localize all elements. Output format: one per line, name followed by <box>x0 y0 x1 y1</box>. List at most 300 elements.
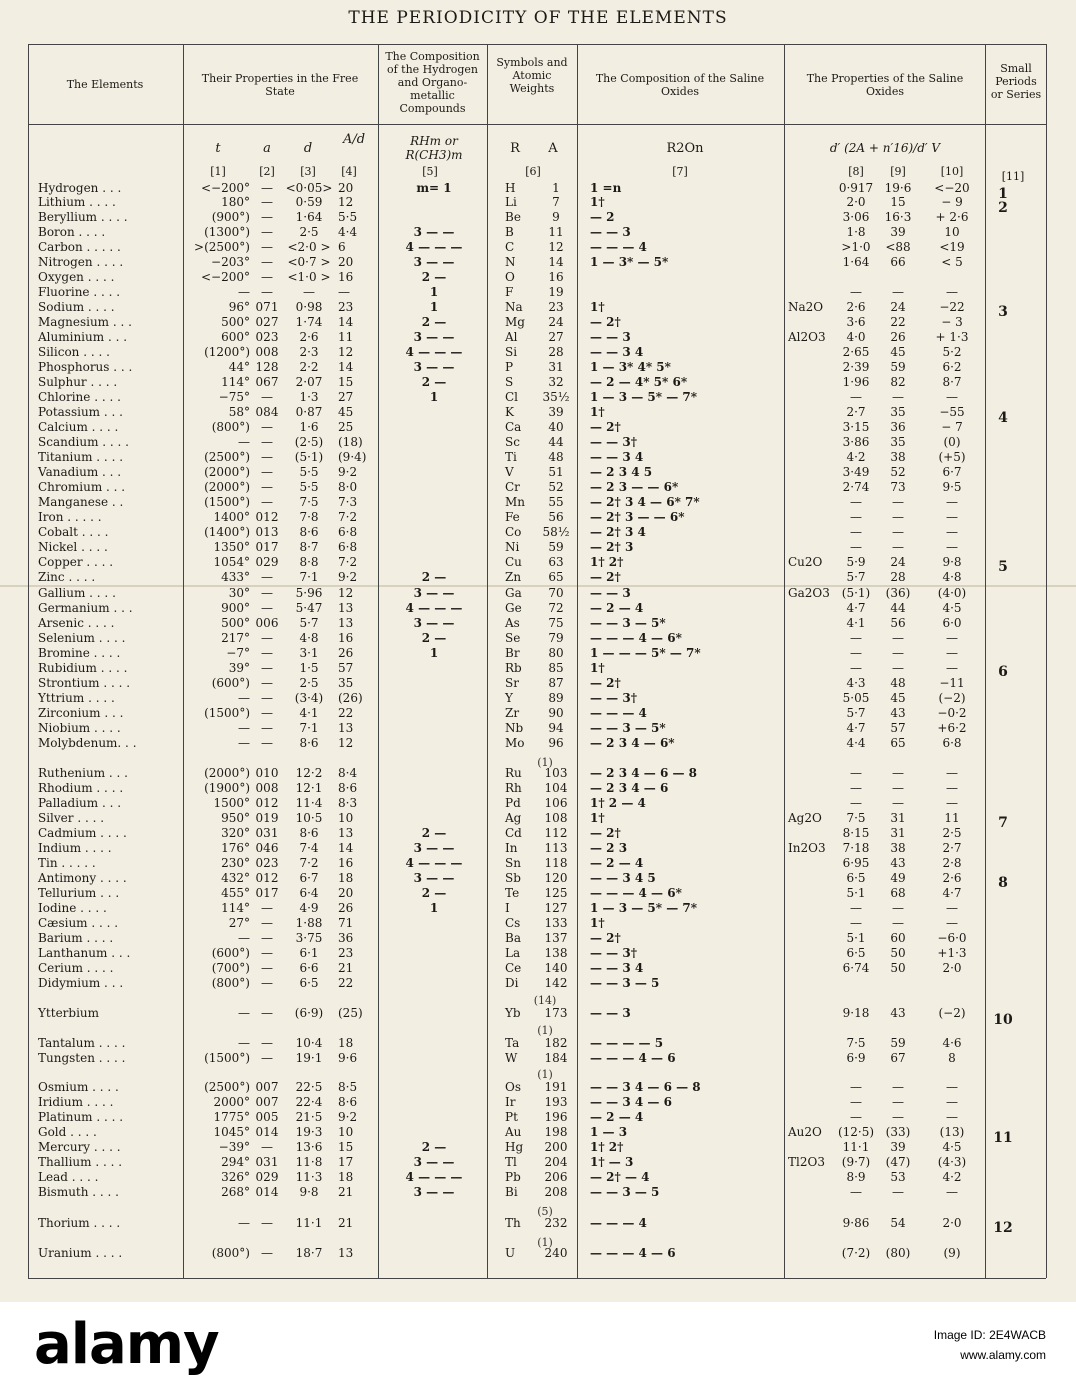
oxide-density: 5·9 <box>846 555 866 569</box>
melting-point: 1400° <box>213 510 250 524</box>
oxide-composition: — 2† — 4 <box>590 1170 650 1184</box>
density: 13·6 <box>295 1140 323 1154</box>
expansion-coeff: — <box>261 285 273 299</box>
element-name: Tellurium . . . <box>38 886 120 900</box>
atomic-weight: 196 <box>544 1110 568 1124</box>
density: 1·64 <box>295 210 323 224</box>
atomic-weight: 137 <box>544 931 568 945</box>
melting-point: 268° <box>221 1185 250 1199</box>
oxide-density: (9·7) <box>841 1155 871 1169</box>
melting-point: (2000°) <box>204 480 250 494</box>
oxide-density: 11·1 <box>842 1140 870 1154</box>
density: 5·7 <box>299 616 319 630</box>
expansion-coeff: — <box>261 255 273 269</box>
element-name: Bromine . . . . <box>38 646 121 660</box>
oxide-composition: — 2† 3 <box>590 540 634 554</box>
element-name: Thorium . . . . <box>38 1216 121 1230</box>
melting-point: (800°) <box>211 976 250 990</box>
atomic-volume: 23 <box>338 300 354 314</box>
oxide-composition: 1† <box>590 405 605 419</box>
table-row <box>0 601 1076 616</box>
expansion-coeff: — <box>261 181 273 195</box>
atomic-volume: 8·6 <box>338 1095 358 1109</box>
expansion-coeff: 017 <box>255 886 279 900</box>
oxide-difference: 9·5 <box>942 480 962 494</box>
oxide-volume: 31 <box>890 826 906 840</box>
atomic-weight: 27 <box>548 330 564 344</box>
expansion-coeff: 029 <box>255 1170 279 1184</box>
atomic-volume: 13 <box>338 601 354 615</box>
oxide-density: — <box>850 495 862 509</box>
col-ref: [9] <box>890 165 906 178</box>
oxide-composition: 1 — 3* — 5* <box>590 255 669 269</box>
symbol: Sn <box>505 856 521 870</box>
melting-point: −75° <box>218 390 250 404</box>
oxide-volume: 67 <box>890 1051 906 1065</box>
density: 5·47 <box>295 601 323 615</box>
atomic-weight: 198 <box>544 1125 568 1139</box>
oxide-volume: 54 <box>890 1216 906 1230</box>
atomic-weight: 140 <box>544 961 568 975</box>
melting-point: (2000°) <box>204 766 250 780</box>
oxide-volume: 28 <box>890 570 906 584</box>
density: 3·1 <box>299 646 319 660</box>
atomic-weight: 80 <box>548 646 564 660</box>
oxide-density: — <box>850 661 862 675</box>
atomic-volume: (18) <box>338 435 363 449</box>
expansion-coeff: 008 <box>255 781 279 795</box>
symbol: V <box>505 465 514 479</box>
page-title: THE PERIODICITY OF THE ELEMENTS <box>348 8 728 28</box>
element-name: Scandium . . . . <box>38 435 129 449</box>
atomic-weight: 32 <box>548 375 564 389</box>
expansion-coeff: 008 <box>255 345 279 359</box>
subheader-r2on: R2On <box>666 141 704 156</box>
symbol: Yb <box>505 1006 521 1020</box>
element-name: Titanium . . . . <box>38 450 124 464</box>
subheader-a-over-d: A/d <box>342 132 366 147</box>
oxide-volume: 73 <box>890 480 906 494</box>
table-row <box>0 525 1076 540</box>
atomic-volume: 8·3 <box>338 796 358 810</box>
oxide-difference: −11 <box>939 676 965 690</box>
table-row <box>0 345 1076 360</box>
oxide-composition: — — 3 4 <box>590 345 644 359</box>
atomic-volume: 10 <box>338 1125 354 1139</box>
atomic-volume: 12 <box>338 736 354 750</box>
density: 12·2 <box>295 766 323 780</box>
element-name: Silicon . . . . <box>38 345 110 359</box>
hydrogen-compound: 3 — — <box>413 330 455 344</box>
expansion-coeff: — <box>261 1036 273 1050</box>
hydrogen-compound: 3 — — <box>413 1185 455 1199</box>
oxide-density: 6·9 <box>846 1051 866 1065</box>
oxide-difference: −0·2 <box>937 706 967 720</box>
oxide-composition: — — — — 5 <box>590 1036 664 1050</box>
oxide-volume: — <box>892 661 904 675</box>
density: 1·74 <box>295 315 323 329</box>
oxide-composition: — — 3 <box>590 586 631 600</box>
element-name: Gold . . . . <box>38 1125 97 1139</box>
atomic-volume: 18 <box>338 1170 354 1184</box>
element-name: Lithium . . . . <box>38 195 116 209</box>
symbol: Tl <box>505 1155 517 1169</box>
atomic-weight: 200 <box>544 1140 568 1154</box>
oxide-density: — <box>850 540 862 554</box>
oxide-volume: 38 <box>890 841 906 855</box>
oxide-density: 3·86 <box>842 435 870 449</box>
atomic-weight: 56 <box>548 510 564 524</box>
table-row <box>0 390 1076 405</box>
hydrogen-compound: 2 — <box>421 826 447 840</box>
atomic-weight: 28 <box>548 345 564 359</box>
oxide-density: — <box>850 1110 862 1124</box>
oxide-difference: — <box>946 510 958 524</box>
subheader-formula: d′ (2A + n′16)/d′ V <box>829 141 941 155</box>
atomic-volume: 13 <box>338 1246 354 1260</box>
melting-point: 1350° <box>213 540 250 554</box>
oxide-volume: — <box>892 390 904 404</box>
expansion-coeff: 046 <box>255 841 279 855</box>
element-name: Didymium . . . <box>38 976 124 990</box>
oxide-composition: 1 — 3 <box>590 1125 628 1139</box>
oxide-difference: — <box>946 1080 958 1094</box>
header-properties-free: Their Properties in the Free State <box>201 72 359 98</box>
oxide-density: — <box>850 1080 862 1094</box>
table-row <box>0 826 1076 841</box>
density: 8·6 <box>299 736 319 750</box>
oxide-composition: — 2† <box>590 315 621 329</box>
oxide-density: 3·06 <box>842 210 870 224</box>
expansion-coeff: 012 <box>255 871 279 885</box>
atomic-weight: 240 <box>544 1246 568 1260</box>
oxide-density: >1·0 <box>841 240 871 254</box>
density: 4·8 <box>299 631 319 645</box>
atomic-volume: 17 <box>338 1155 354 1169</box>
oxide-composition: 1† 2† <box>590 1140 624 1154</box>
oxide-difference: 10 <box>944 225 960 239</box>
melting-point: 44° <box>228 360 250 374</box>
table-row <box>0 181 1076 196</box>
oxide-composition: — — — 4 — 6 <box>590 1051 676 1065</box>
element-name: Yttrium . . . . <box>38 691 115 705</box>
melting-point: 176° <box>221 841 250 855</box>
oxide-composition: — 2† <box>590 931 621 945</box>
atomic-volume: 9·2 <box>338 570 358 584</box>
density: 5·96 <box>295 586 323 600</box>
oxide-composition: — — 3 <box>590 225 631 239</box>
subheader-a: a <box>263 141 271 156</box>
expansion-coeff: — <box>261 601 273 615</box>
oxide-volume: 49 <box>890 871 906 885</box>
table-row <box>0 270 1076 285</box>
oxide-volume: 36 <box>890 420 906 434</box>
table-row <box>0 721 1076 736</box>
element-name: Platinum . . . . <box>38 1110 124 1124</box>
oxide-composition: — 2 <box>590 210 615 224</box>
element-name: Germanium . . . <box>38 601 133 615</box>
col-ref: [6] <box>525 165 541 178</box>
expansion-coeff: — <box>261 1140 273 1154</box>
element-name: Molybdenum. . . <box>38 736 137 750</box>
density: 11·4 <box>295 796 323 810</box>
expansion-coeff: — <box>261 676 273 690</box>
atomic-weight: 133 <box>544 916 568 930</box>
oxide-difference: — <box>946 540 958 554</box>
symbol: Pt <box>505 1110 518 1124</box>
expansion-coeff: 012 <box>255 796 279 810</box>
oxide-volume: 35 <box>890 405 906 419</box>
atomic-weight: 31 <box>548 360 564 374</box>
interval-note: (1) <box>537 1236 553 1249</box>
element-name: Tantalum . . . . <box>38 1036 126 1050</box>
oxide-density: 4·1 <box>846 616 866 630</box>
element-name: Tin . . . . . <box>38 856 96 870</box>
oxide-difference: 9·8 <box>942 555 962 569</box>
atomic-volume: 7·2 <box>338 510 358 524</box>
symbol: Sc <box>505 435 520 449</box>
melting-point: (1200°) <box>204 345 250 359</box>
atomic-weight: 55 <box>548 495 564 509</box>
oxide-composition: — — 3 4 — 6 <box>590 1095 672 1109</box>
symbol: Y <box>505 691 513 705</box>
oxide-density: 8·15 <box>842 826 870 840</box>
oxide-composition: — 2† 3 4 <box>590 525 646 539</box>
oxide-composition: 1 — 3* 4* 5* <box>590 360 671 374</box>
oxide-density: 4·3 <box>846 676 866 690</box>
oxide-volume: 57 <box>890 721 906 735</box>
expansion-coeff: — <box>261 961 273 975</box>
table-row <box>0 435 1076 450</box>
oxide-composition: — — 3 4 — 6 — 8 <box>590 1080 701 1094</box>
oxide-density: — <box>850 796 862 810</box>
oxide-density: 4·7 <box>846 601 866 615</box>
atomic-weight: 232 <box>544 1216 568 1230</box>
col-ref: [11] <box>1001 170 1025 183</box>
interval-note: (1) <box>537 1068 553 1081</box>
density: 0·87 <box>295 405 323 419</box>
oxide-volume: 56 <box>890 616 906 630</box>
symbol: Sr <box>505 676 519 690</box>
oxide-difference: (4·3) <box>937 1155 967 1169</box>
atomic-weight: 39 <box>548 405 564 419</box>
oxide-volume: 35 <box>890 435 906 449</box>
element-name: Chlorine . . . . <box>38 390 121 404</box>
melting-point: 96° <box>228 300 250 314</box>
oxide-difference: − 9 <box>941 195 963 209</box>
oxide-density: (5·1) <box>841 586 871 600</box>
density: 8·6 <box>299 525 319 539</box>
atomic-weight: 16 <box>548 270 564 284</box>
melting-point: (2000°) <box>204 465 250 479</box>
oxide-difference: — <box>946 1185 958 1199</box>
oxide-density: (12·5) <box>837 1125 875 1139</box>
element-name: Magnesium . . . <box>38 315 132 329</box>
oxide-density: 6·74 <box>842 961 870 975</box>
melting-point: 455° <box>221 886 250 900</box>
element-name: Vanadium . . . <box>38 465 122 479</box>
atomic-volume: 13 <box>338 826 354 840</box>
atomic-volume: 26 <box>338 646 354 660</box>
symbol: Zr <box>505 706 520 720</box>
density: 2·2 <box>299 360 319 374</box>
atomic-volume: 9·2 <box>338 465 358 479</box>
oxide-composition: 1† <box>590 661 605 675</box>
symbol: N <box>505 255 516 269</box>
table-row <box>0 646 1076 661</box>
melting-point: 320° <box>221 826 250 840</box>
atomic-weight: 87 <box>548 676 564 690</box>
atomic-volume: 14 <box>338 315 354 329</box>
oxide-difference: 2·7 <box>942 841 962 855</box>
density: 7·2 <box>299 856 319 870</box>
hydrogen-compound: 4 — — — <box>405 240 463 254</box>
watermark-logo: alamy <box>34 1312 219 1377</box>
oxide-difference: 2·0 <box>942 1216 962 1230</box>
element-name: Tungsten . . . . <box>38 1051 126 1065</box>
expansion-coeff: 007 <box>255 1095 279 1109</box>
oxide-volume: — <box>892 796 904 810</box>
expansion-coeff: — <box>261 435 273 449</box>
melting-point: (1500°) <box>204 706 250 720</box>
symbol: Cd <box>505 826 522 840</box>
expansion-coeff: — <box>261 1216 273 1230</box>
table-row <box>0 676 1076 691</box>
table-row <box>0 976 1076 991</box>
oxide-volume: 39 <box>890 225 906 239</box>
atomic-weight: 96 <box>548 736 564 750</box>
hydrogen-compound: 3 — — <box>413 255 455 269</box>
expansion-coeff: — <box>261 390 273 404</box>
symbol: Pd <box>505 796 521 810</box>
table-row <box>0 1185 1076 1200</box>
melting-point: 326° <box>221 1170 250 1184</box>
melting-point: 27° <box>228 916 250 930</box>
table-row <box>0 931 1076 946</box>
atomic-weight: 63 <box>548 555 564 569</box>
density: 6·1 <box>299 946 319 960</box>
symbol: Cs <box>505 916 521 930</box>
oxide-volume: 59 <box>890 360 906 374</box>
oxide-density: — <box>850 901 862 915</box>
atomic-weight: 23 <box>548 300 564 314</box>
atomic-weight: 138 <box>544 946 568 960</box>
period-number: 6 <box>998 664 1008 680</box>
oxide-difference: − 7 <box>941 420 963 434</box>
atomic-weight: 142 <box>544 976 568 990</box>
symbol: H <box>505 181 516 195</box>
oxide-density: 6·5 <box>846 946 866 960</box>
expansion-coeff: — <box>261 225 273 239</box>
oxide-difference: — <box>946 781 958 795</box>
density: (3·4) <box>294 691 324 705</box>
expansion-coeff: 084 <box>255 405 279 419</box>
oxide-difference: (9) <box>943 1246 961 1260</box>
atomic-weight: 1 <box>552 181 560 195</box>
expansion-coeff: 012 <box>255 510 279 524</box>
symbol: Ga <box>505 586 522 600</box>
oxide-density: 3·49 <box>842 465 870 479</box>
oxide-volume: — <box>892 631 904 645</box>
atomic-weight: 75 <box>548 616 564 630</box>
expansion-coeff: — <box>261 495 273 509</box>
density: <0·7 > <box>287 255 331 269</box>
density: 2·6 <box>299 330 319 344</box>
table-row <box>0 916 1076 931</box>
melting-point: (600°) <box>211 676 250 690</box>
oxide-volume: 53 <box>890 1170 906 1184</box>
oxide-formula: Tl2O3 <box>788 1155 825 1169</box>
melting-point: (1400°) <box>204 525 250 539</box>
oxide-difference: 4·5 <box>942 601 962 615</box>
expansion-coeff: — <box>261 570 273 584</box>
period-number: 11 <box>993 1130 1013 1146</box>
oxide-difference: − 3 <box>941 315 963 329</box>
oxide-density: 2·6 <box>846 300 866 314</box>
element-name: Cæsium . . . . <box>38 916 119 930</box>
oxide-composition: 1 — — — 5* — 7* <box>590 646 701 660</box>
table-row <box>0 285 1076 300</box>
oxide-volume: 24 <box>890 300 906 314</box>
melting-point: 217° <box>221 631 250 645</box>
table-row <box>0 706 1076 721</box>
oxide-difference: + 2·6 <box>935 210 969 224</box>
element-name: Beryllium . . . . <box>38 210 128 224</box>
density: 11·3 <box>295 1170 323 1184</box>
oxide-difference: −6·0 <box>937 931 967 945</box>
oxide-difference: 6·2 <box>942 360 962 374</box>
melting-point: — <box>238 285 250 299</box>
element-name: Nitrogen . . . . <box>38 255 124 269</box>
watermark-bar <box>0 1302 1076 1390</box>
atomic-volume: 26 <box>338 901 354 915</box>
element-name: Lead . . . . <box>38 1170 99 1184</box>
atomic-volume: 57 <box>338 661 354 675</box>
oxide-volume: 60 <box>890 931 906 945</box>
melting-point: (1500°) <box>204 495 250 509</box>
density: 2·07 <box>295 375 323 389</box>
density: (5·1) <box>294 450 324 464</box>
oxide-difference: + 1·3 <box>935 330 969 344</box>
hydrogen-compound: 3 — — <box>413 1155 455 1169</box>
hydrogen-compound: 3 — — <box>413 360 455 374</box>
symbol: Mo <box>505 736 525 750</box>
period-number: 12 <box>993 1220 1013 1236</box>
atomic-weight: 125 <box>544 886 568 900</box>
expansion-coeff: — <box>261 420 273 434</box>
melting-point: 180° <box>221 195 250 209</box>
atomic-volume: 18 <box>338 871 354 885</box>
atomic-weight: 85 <box>548 661 564 675</box>
density: 11·1 <box>295 1216 323 1230</box>
oxide-difference: — <box>946 661 958 675</box>
element-name: Iodine . . . . <box>38 901 107 915</box>
melting-point: 1054° <box>213 555 250 569</box>
expansion-coeff: 013 <box>255 525 279 539</box>
atomic-weight: 44 <box>548 435 564 449</box>
atomic-volume: 14 <box>338 360 354 374</box>
oxide-difference: — <box>946 796 958 810</box>
oxide-density: 2·39 <box>842 360 870 374</box>
melting-point: — <box>238 736 250 750</box>
oxide-difference: — <box>946 525 958 539</box>
oxide-density: — <box>850 916 862 930</box>
atomic-weight: 106 <box>544 796 568 810</box>
atomic-volume: 18 <box>338 1036 354 1050</box>
oxide-volume: 45 <box>890 691 906 705</box>
atomic-volume: 35 <box>338 676 354 690</box>
oxide-density: 7·5 <box>846 1036 866 1050</box>
